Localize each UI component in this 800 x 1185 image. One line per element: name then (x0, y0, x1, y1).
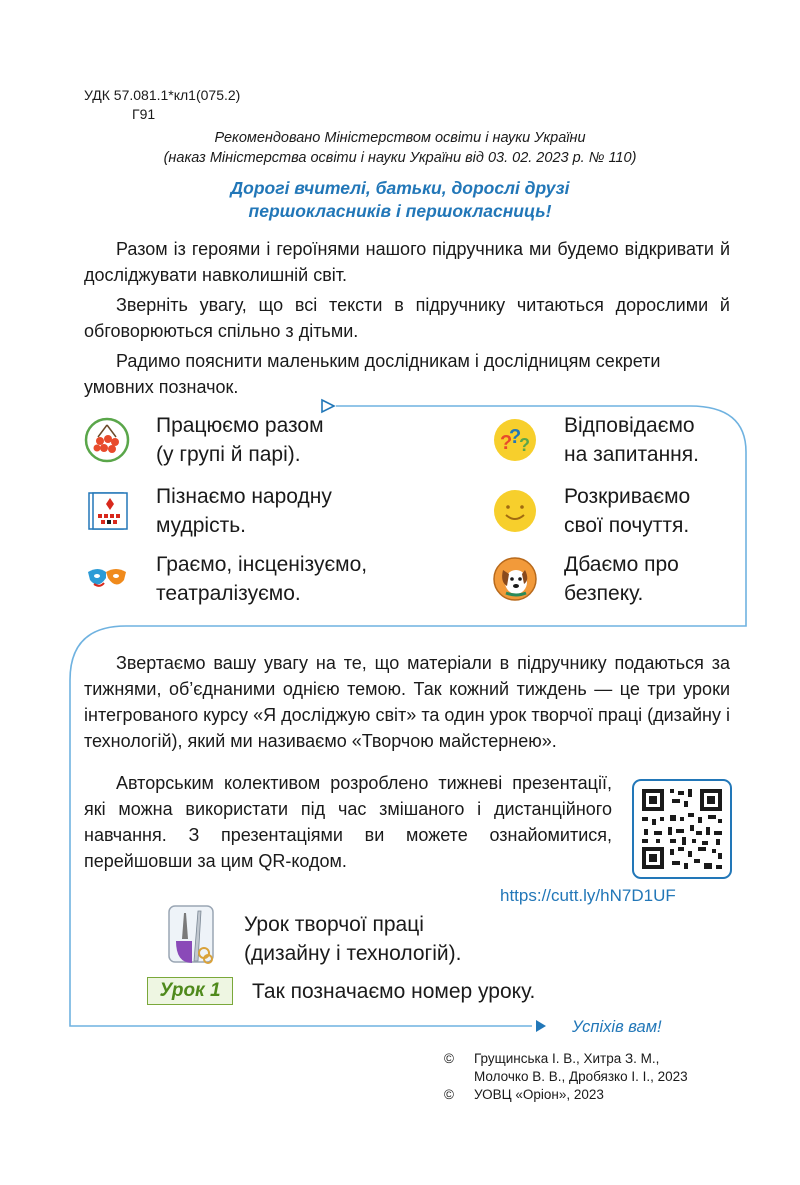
legend-label: театралізуємо. (156, 582, 301, 605)
lesson-legend (244, 910, 461, 968)
qr-link[interactable]: https://cutt.ly/hN7D1UF (500, 886, 676, 905)
svg-text:?: ? (500, 432, 513, 454)
legend-label: безпеку. (564, 582, 644, 605)
rowan-berries-icon (84, 417, 130, 463)
copyright-publisher: УОВЦ «Оріон», 2023 (474, 1087, 604, 1102)
legend-item-teamwork (84, 411, 324, 469)
legend-item-feelings (492, 482, 690, 540)
copyright-authors: Молочко В. В., Дробязко І. І., 2023 (474, 1069, 688, 1084)
legend-label: мудрість. (156, 514, 246, 537)
qr-code[interactable] (632, 779, 732, 879)
smiley-icon (492, 488, 538, 534)
craft-tools-icon (168, 905, 226, 970)
legend-item-theater (84, 550, 367, 608)
legend-label: (у групі й парі). (156, 443, 301, 466)
udk-block (84, 86, 240, 124)
legend-label: Відповідаємо (564, 414, 695, 437)
weekly-paragraph: Звертаємо вашу увагу на те, що матеріали в підручнику подаються за тижнями, об’єднаними однією темою. Так кожний тиждень — це три уроки інтегрованого курсу «Я досліджую світ» та один урок творчої праці (дизайну і технологій), який ми називаємо «Творчою майстернею». (84, 653, 730, 751)
copyright-block (444, 1050, 688, 1104)
legend-label: на запитання. (564, 443, 699, 466)
udk-code: УДК 57.081.1*кл1(075.2) (84, 87, 241, 103)
recommendation-line-2: (наказ Міністерства освіти і науки України від 03. 02. 2023 р. № 110) (163, 150, 637, 166)
presentation-paragraph: Авторським колективом розроблено тижневі презентації, які можна використати під час змішаного і дистанційного навчання. З презентаціями ви можете ознайомитися, перейшовши за цим QR-кодом. (84, 773, 612, 871)
copyright-authors: Грущинська І. В., Хитра З. М., (474, 1051, 660, 1066)
copyright-symbol: © (444, 1051, 454, 1066)
udk-index: Г91 (132, 106, 156, 122)
dog-icon (492, 556, 538, 602)
legend-label: свої почуття. (564, 514, 690, 537)
greeting-line-1: Дорогі вчителі, батьки, дорослі друзі (230, 178, 570, 198)
success-wish: Успіхів вам! (572, 1018, 662, 1036)
greeting-heading (60, 177, 740, 223)
theater-mask-icon (84, 556, 130, 602)
legend-label: Працюємо разом (156, 414, 324, 437)
legend-label: Пізнаємо народну (156, 485, 332, 508)
legend-item-answers (492, 411, 699, 469)
lesson-number-badge: Урок 1 (147, 977, 233, 1005)
intro-text (84, 236, 730, 404)
legend-item-wisdom (84, 482, 332, 540)
legend-item-safety (492, 550, 679, 608)
recommendation (60, 128, 740, 168)
greeting-line-2: першокласників і першокласниць! (248, 201, 552, 221)
recommendation-line-1: Рекомендовано Міністерством освіти і науки України (214, 130, 586, 146)
intro-paragraph: Разом із героями і героїнями нашого підручника ми будемо відкривати й досліджувати навколишній світ. (84, 239, 730, 285)
legend-label: Дбаємо про (564, 553, 679, 576)
legend-label: Граємо, інсценізуємо, (156, 553, 368, 576)
intro-paragraph: Зверніть увагу, що всі тексти в підручнику читаються дорослими й обговорюються спільно з дітьми. (84, 295, 730, 341)
intro-paragraph: Радимо пояснити маленьким дослідникам і дослідницям секрети умовних позначок. (84, 351, 661, 397)
question-marks-icon (492, 417, 538, 463)
lesson-number-text: Так позначаємо номер уроку. (252, 980, 536, 1003)
lesson-legend-line-1: Урок творчої праці (244, 913, 424, 936)
weekly-info (84, 650, 730, 757)
lesson-legend-line-2: (дизайну і технологій). (244, 942, 462, 965)
legend-label: Розкриваємо (564, 485, 691, 508)
svg-text:?: ? (509, 426, 522, 448)
embroidery-card-icon (84, 488, 130, 534)
svg-text:?: ? (519, 435, 530, 455)
copyright-symbol: © (444, 1087, 454, 1102)
